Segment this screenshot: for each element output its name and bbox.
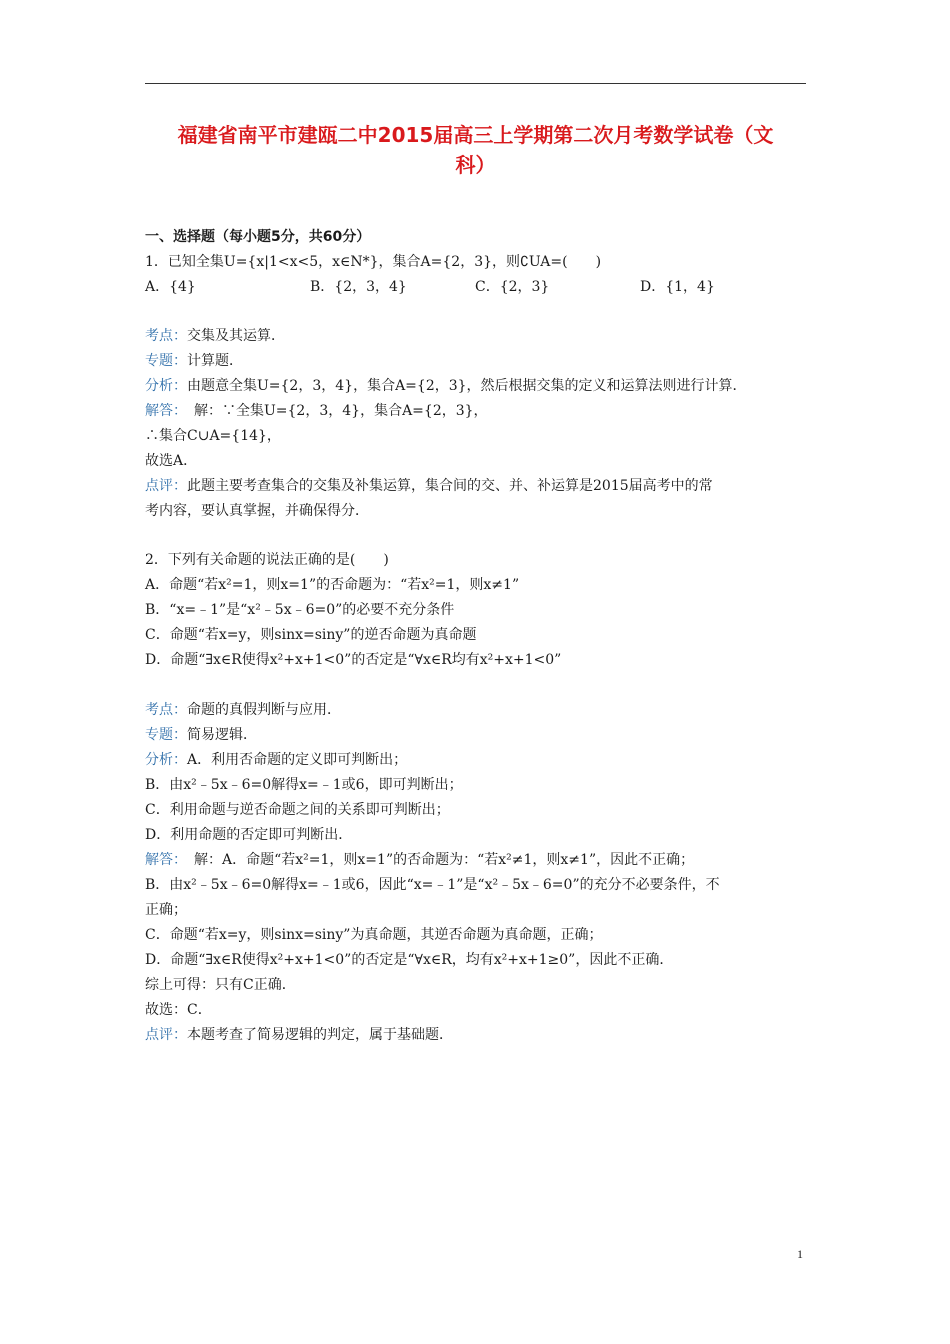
- title-line-2: 科）: [455, 153, 496, 177]
- q2-fenxi: [145, 750, 407, 770]
- label-jieda: 解答：: [145, 403, 180, 419]
- label-kaodian: 考点：: [145, 328, 187, 344]
- q2-kaodian: [145, 700, 341, 720]
- q1-dianping-line-2: 考内容，要认真掌握，并确保得分．: [145, 503, 369, 519]
- q2-jieda-line-4: C．命题“若x=y，则sinx=siny”为真命题，其逆否命题为真命题，正确；: [145, 927, 603, 943]
- label-jieda: 解答：: [145, 852, 180, 868]
- label-fenxi: 分析：: [145, 378, 187, 394]
- q1-jieda-line-3: 故选A．: [145, 453, 198, 469]
- q2-option-c: C．命题“若x=y，则sinx=siny”的逆否命题为真命题: [145, 627, 477, 643]
- label-zhuanti: 专题：: [145, 353, 187, 369]
- q2-jieda: [145, 850, 694, 870]
- q1-jieda-text-1: 解：∵全集U={2，3，4}，集合A={2，3}，: [180, 403, 488, 419]
- q2-jieda-line-2: B．由x²﹣5x﹣6=0解得x=﹣1或6，因此“x=﹣1”是“x²﹣5x﹣6=0”的充分不必要条件，不: [145, 877, 720, 893]
- q2-fenxi-line-2: B．由x²﹣5x﹣6=0解得x=﹣1或6，即可判断出；: [145, 777, 463, 793]
- document-title: [145, 120, 806, 180]
- q2-dianping-text: 本题考查了简易逻辑的判定，属于基础题．: [187, 1027, 453, 1043]
- q1-dianping-text-1: 此题主要考查集合的交集及补集运算，集合间的交、并、补运算是2015届高考中的常: [187, 478, 713, 494]
- header-rule: [145, 83, 806, 84]
- q1-option-d: D．{1，4}: [640, 279, 715, 295]
- q2-zhuanti-text: 简易逻辑．: [187, 727, 257, 743]
- q2-option-d: D．命题“∃x∈R使得x²+x+1<0”的否定是“∀x∈R均有x²+x+1<0”: [145, 652, 562, 668]
- q1-stem: 1．已知全集U={x|1<x<5，x∈N*}，集合A={2，3}，则∁UA=( ): [145, 254, 602, 270]
- q2-jieda-line-7: 故选：C．: [145, 1002, 212, 1018]
- label-dianping: 点评：: [145, 478, 187, 494]
- q2-option-a: A．命题“若x²=1，则x=1”的否命题为：“若x²=1，则x≠1”: [145, 577, 520, 593]
- q2-fenxi-text-1: A．利用否命题的定义即可判断出；: [187, 752, 408, 768]
- q2-dianping: [145, 1025, 453, 1045]
- q2-jieda-line-3: 正确；: [145, 902, 187, 918]
- label-dianping: 点评：: [145, 1027, 187, 1043]
- label-zhuanti: 专题：: [145, 727, 187, 743]
- q2-jieda-line-5: D．命题“∃x∈R使得x²+x+1<0”的否定是“∀x∈R，均有x²+x+1≥0”，因此不正确．: [145, 952, 674, 968]
- q2-fenxi-line-4: D．利用命题的否定即可判断出．: [145, 827, 353, 843]
- q1-option-a: A．{4}: [145, 279, 196, 295]
- q1-fenxi: [145, 376, 747, 396]
- q1-fenxi-text: 由题意全集U={2，3，4}，集合A={2，3}，然后根据交集的定义和运算法则进行计算．: [187, 378, 747, 394]
- q1-jieda-line-2: ∴集合C∪A={14}，: [145, 428, 281, 444]
- q2-stem: 2．下列有关命题的说法正确的是( ): [145, 552, 389, 568]
- title-line-1: 福建省南平市建瓯二中2015届高三上学期第二次月考数学试卷（文: [177, 123, 774, 147]
- label-fenxi: 分析：: [145, 752, 187, 768]
- q2-jieda-text-1: 解：A．命题“若x²=1，则x=1”的否命题为：“若x²≠1，则x≠1”，因此不正确；: [180, 852, 695, 868]
- q1-kaodian: [145, 326, 285, 346]
- q1-zhuanti: [145, 351, 243, 371]
- q1-jieda: [145, 401, 488, 421]
- q1-zhuanti-text: 计算题．: [187, 353, 243, 369]
- q1-dianping: [145, 476, 713, 496]
- q2-zhuanti: [145, 725, 257, 745]
- q1-kaodian-text: 交集及其运算．: [187, 328, 285, 344]
- q1-option-c: C．{2，3}: [475, 279, 550, 295]
- q2-option-b: B．“x=﹣1”是“x²﹣5x﹣6=0”的必要不充分条件: [145, 602, 455, 618]
- q1-option-b: B．{2，3，4}: [310, 279, 407, 295]
- label-kaodian: 考点：: [145, 702, 187, 718]
- q2-kaodian-text: 命题的真假判断与应用．: [187, 702, 341, 718]
- section-heading: 一、选择题（每小题5分，共60分）: [145, 229, 371, 245]
- q2-fenxi-line-3: C．利用命题与逆否命题之间的关系即可判断出；: [145, 802, 450, 818]
- page-number: 1: [797, 1247, 803, 1261]
- q2-jieda-line-6: 综上可得：只有C正确．: [145, 977, 296, 993]
